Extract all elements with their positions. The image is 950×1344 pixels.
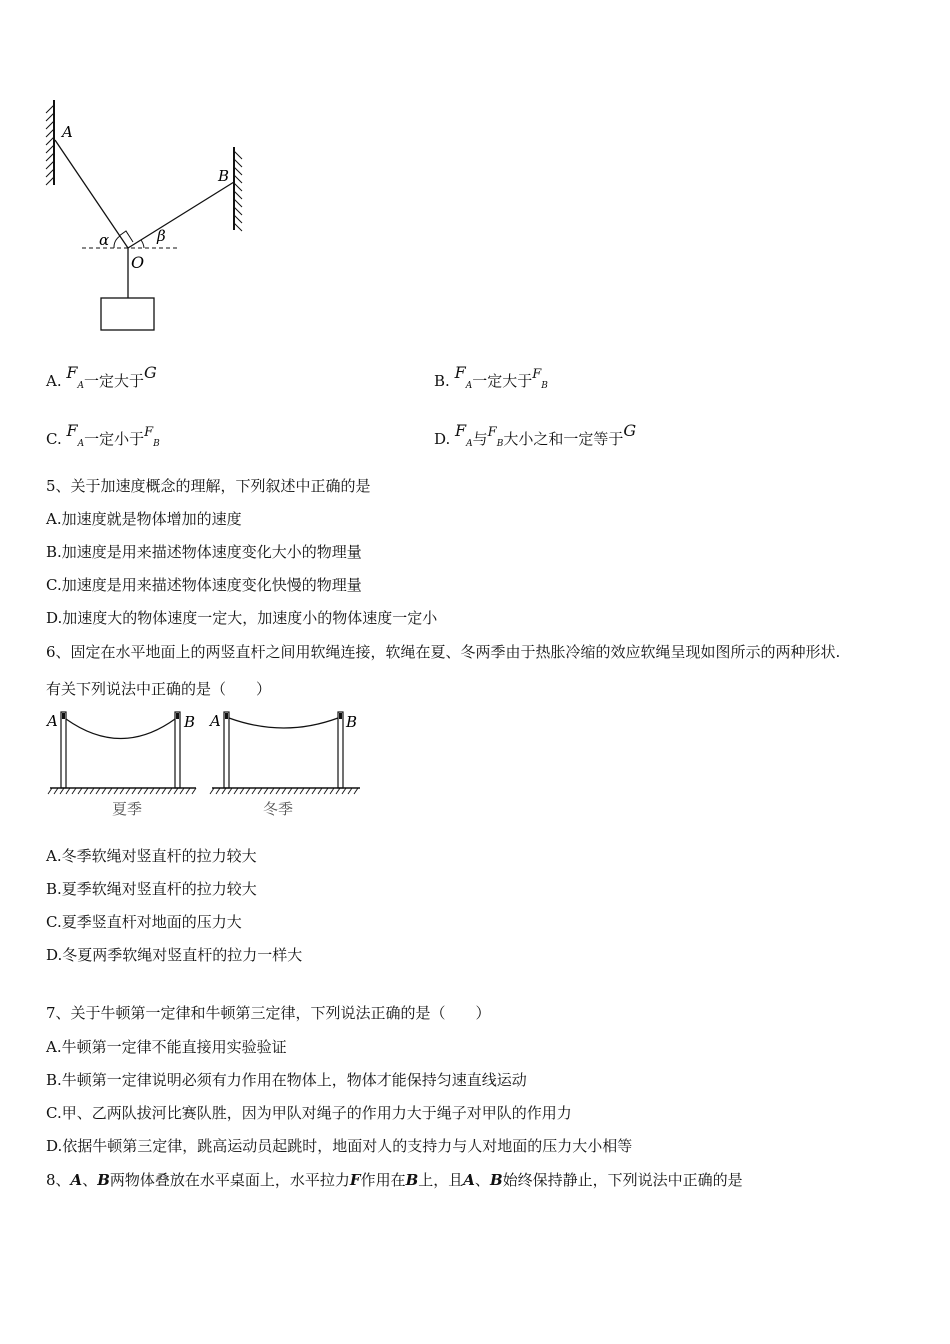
q7-option-d[interactable]: D.依据牛顿第三定律，跳高运动员起跳时，地面对人的支持力与人对地面的压力大小相等 bbox=[46, 1137, 633, 1155]
summer-panel bbox=[45, 712, 196, 818]
winter-caption: 冬季 bbox=[263, 800, 294, 818]
q7-stem: 7、关于牛顿第一定律和牛顿第三定律，下列说法正确的是（ ） bbox=[46, 1004, 491, 1022]
q4-option-a[interactable]: A. FA一定大于G bbox=[46, 363, 157, 391]
q7-option-c[interactable]: C.甲、乙两队拔河比赛队胜，因为甲队对绳子的作用力大于绳子对甲队的作用力 bbox=[46, 1104, 572, 1122]
q5-option-c[interactable]: C.加速度是用来描述物体速度变化快慢的物理量 bbox=[46, 576, 362, 594]
q6-option-b[interactable]: B.夏季软绳对竖直杆的拉力较大 bbox=[46, 880, 257, 898]
label-o: O bbox=[131, 253, 145, 272]
rope-equilibrium-figure bbox=[40, 95, 250, 340]
q5-option-d[interactable]: D.加速度大的物体速度一定大，加速度小的物体速度一定小 bbox=[46, 609, 438, 627]
q7-option-b[interactable]: B.牛顿第一定律说明必须有力作用在物体上，物体才能保持匀速直线运动 bbox=[46, 1071, 527, 1089]
force-symbol: F bbox=[66, 363, 78, 382]
summer-caption: 夏季 bbox=[112, 800, 143, 818]
q8-stem: 8、A、B两物体叠放在水平桌面上，水平拉力F作用在B上，且A、B始终保持静止，下列说法中正确的是 bbox=[46, 1171, 743, 1189]
q7-option-a[interactable]: A.牛顿第一定律不能直接用实验验证 bbox=[46, 1038, 287, 1056]
label-beta: β bbox=[157, 227, 166, 245]
winter-label-a: A bbox=[210, 712, 221, 730]
summer-label-b: B bbox=[184, 713, 196, 731]
q4-option-c[interactable]: C. FA一定小于FB bbox=[46, 421, 160, 449]
label-a: A bbox=[62, 123, 73, 141]
q4-option-b[interactable]: B. FA一定大于FB bbox=[434, 363, 548, 391]
q6-option-c[interactable]: C.夏季竖直杆对地面的压力大 bbox=[46, 913, 242, 931]
summer-label-a: A bbox=[47, 712, 58, 730]
rope-seasons-figure bbox=[44, 706, 366, 824]
q6-option-d[interactable]: D.冬夏两季软绳对竖直杆的拉力一样大 bbox=[46, 946, 303, 964]
q6-option-a[interactable]: A.冬季软绳对竖直杆的拉力较大 bbox=[46, 847, 257, 865]
winter-label-b: B bbox=[346, 713, 358, 731]
q4-option-d[interactable]: D. FA与FB大小之和一定等于G bbox=[434, 421, 637, 449]
q6-stem-line1: 6、固定在水平地面上的两竖直杆之间用软绳连接，软绳在夏、冬两季由于热胀冷缩的效应软绳呈现如图所示的两种形状. bbox=[46, 643, 841, 661]
q5-stem: 5、关于加速度概念的理解，下列叙述中正确的是 bbox=[46, 477, 371, 495]
q5-option-b[interactable]: B.加速度是用来描述物体速度变化大小的物理量 bbox=[46, 543, 362, 561]
winter-panel bbox=[208, 712, 360, 818]
label-b: B bbox=[218, 167, 230, 185]
label-alpha: α bbox=[99, 231, 110, 249]
q6-stem-line2: 有关下列说法中正确的是（ ） bbox=[46, 680, 272, 698]
q5-option-a[interactable]: A.加速度就是物体增加的速度 bbox=[46, 510, 242, 528]
